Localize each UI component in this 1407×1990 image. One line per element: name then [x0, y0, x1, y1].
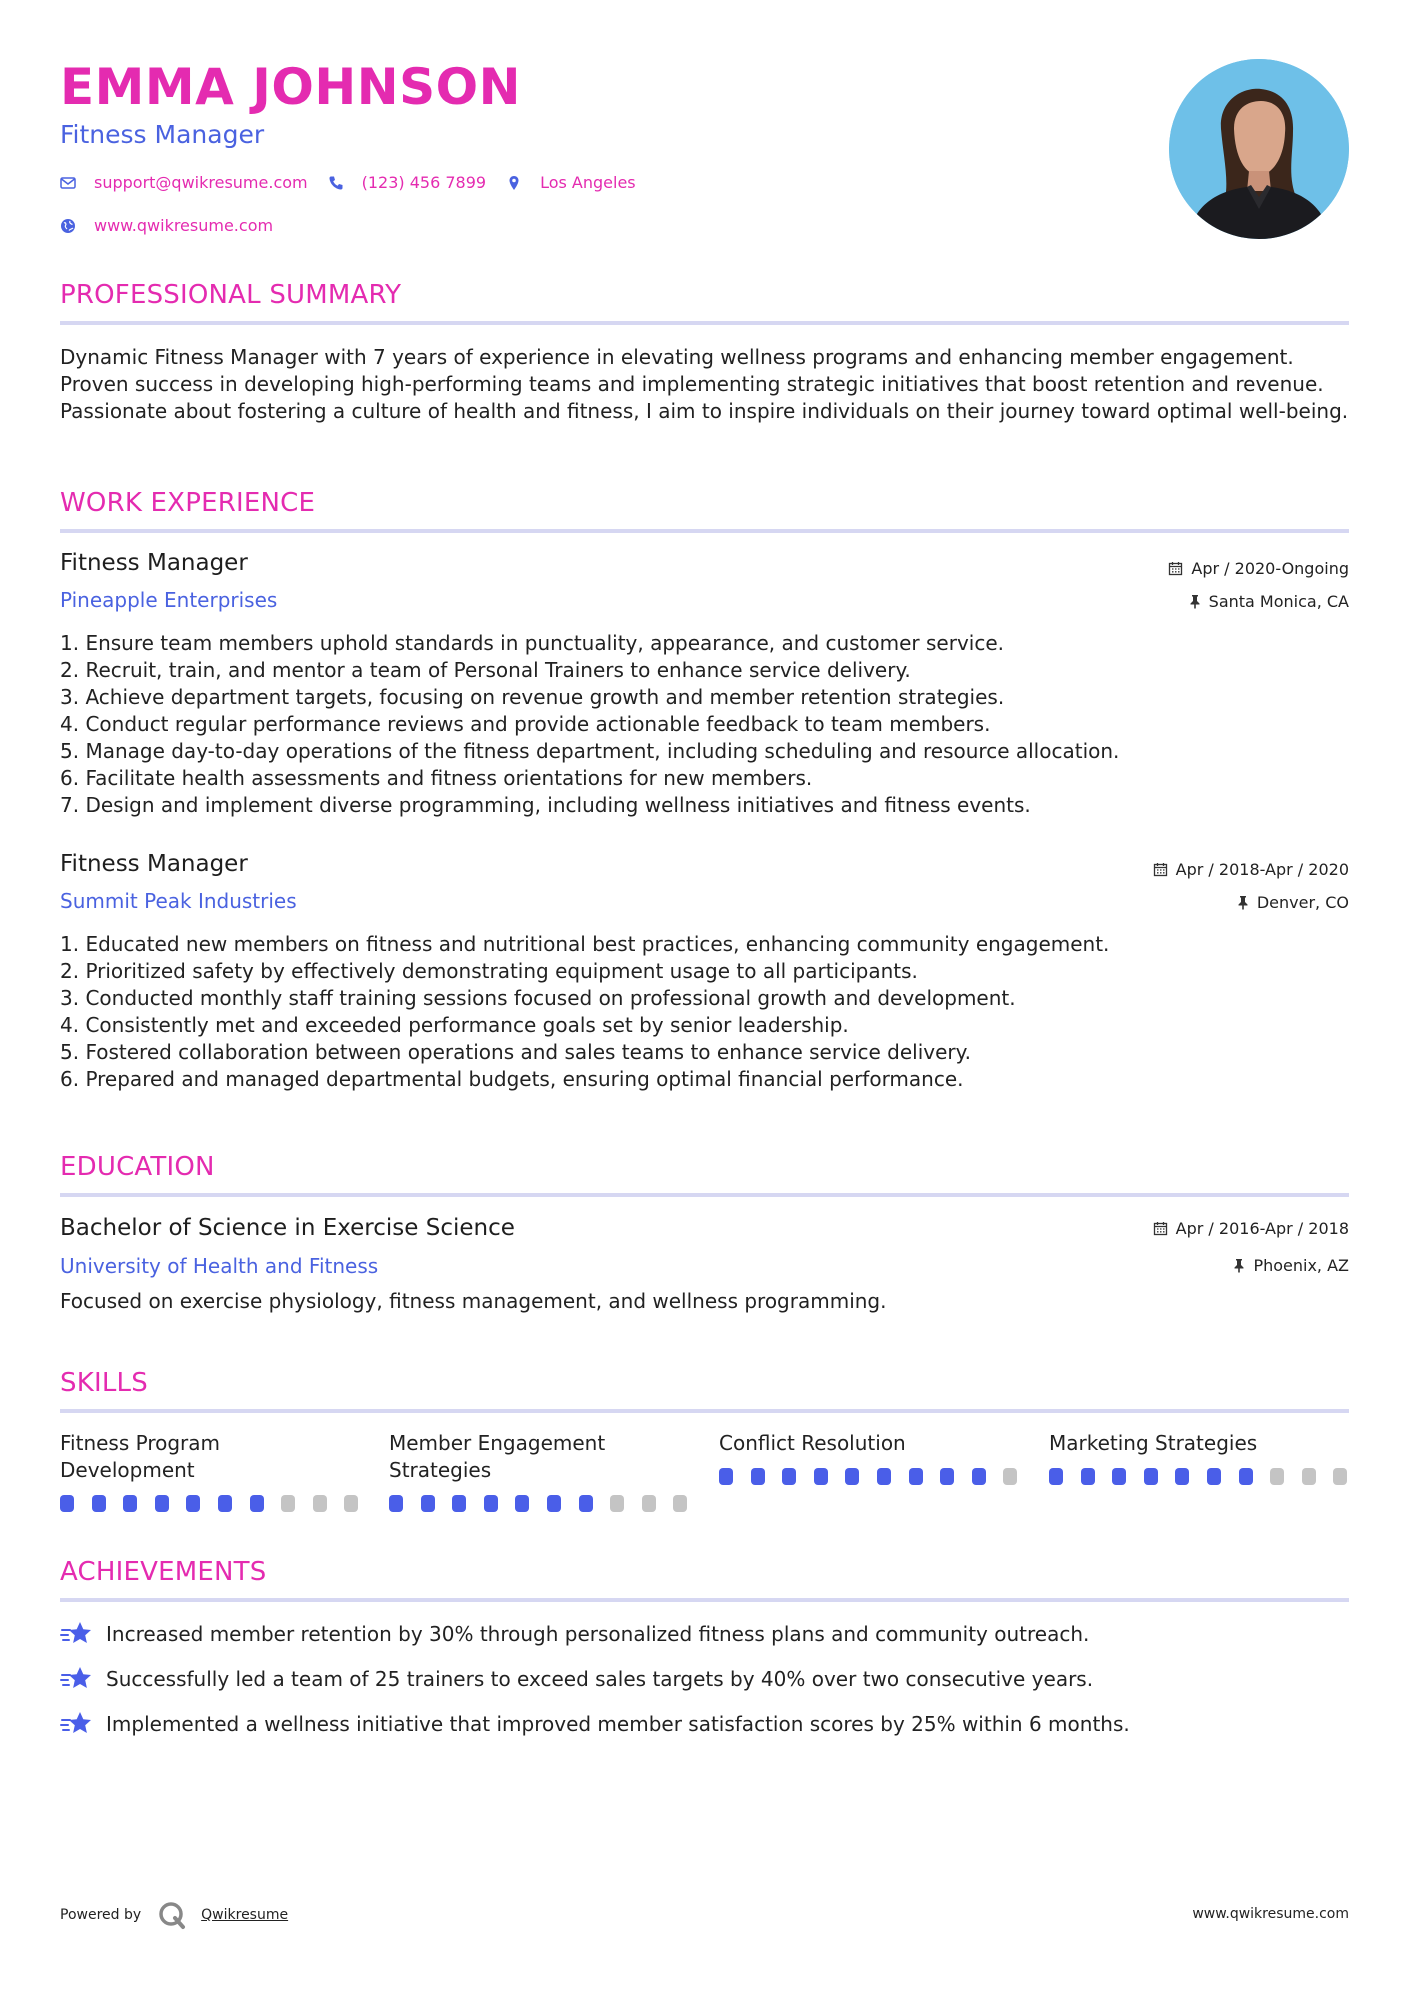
achievement-item [60, 1710, 1130, 1738]
calendar-icon [1153, 862, 1168, 877]
section-divider [60, 1193, 1349, 1197]
skill-dot-empty [344, 1495, 358, 1512]
powered-by-label: Powered by [60, 1907, 142, 1923]
education-location [1233, 1256, 1349, 1275]
skill-dot-empty [1302, 1468, 1316, 1485]
job-dates-text: Apr / 2018-Apr / 2020 [1175, 860, 1349, 879]
skill-dot-filled [579, 1495, 593, 1512]
company-name: Summit Peak Industries [60, 889, 297, 913]
skill-dot-filled [60, 1495, 74, 1512]
education-location-text: Phoenix, AZ [1253, 1256, 1349, 1275]
job-title: Fitness Manager [60, 851, 248, 877]
skill-dot-filled [1081, 1468, 1095, 1485]
skill-dot-filled [877, 1468, 891, 1485]
qwikresume-logo [157, 1900, 187, 1930]
skill-dot-filled [782, 1468, 796, 1485]
pushpin-icon [1233, 1258, 1245, 1273]
section-title-experience: WORK EXPERIENCE [60, 488, 316, 518]
job-location [1189, 592, 1349, 611]
company-name: Pineapple Enterprises [60, 588, 278, 612]
skill-dot-empty [673, 1495, 687, 1512]
skill-name: Conflict Resolution [719, 1431, 906, 1455]
job-location-text: Santa Monica, CA [1208, 592, 1349, 611]
list-item: 3. Conducted monthly staff training sessions focused on professional growth and development. [60, 986, 1016, 1010]
section-divider [60, 321, 1349, 325]
section-title-achievements: ACHIEVEMENTS [60, 1557, 267, 1587]
skill-dot-empty [610, 1495, 624, 1512]
education-dates [1153, 1219, 1349, 1238]
skill-dot-empty [313, 1495, 327, 1512]
skill-name: Member Engagement Strategies [389, 1431, 606, 1482]
list-item: 4. Conduct regular performance reviews and provide actionable feedback to team members. [60, 712, 991, 736]
job-dates [1153, 860, 1349, 879]
phone-icon [328, 175, 344, 191]
achievement-text: Successfully led a team of 25 trainers to exceed sales targets by 40% over two consecutive years. [106, 1667, 1094, 1691]
school-name: University of Health and Fitness [60, 1254, 379, 1278]
skill-rating [60, 1495, 376, 1512]
section-title-education: EDUCATION [60, 1152, 215, 1182]
skill-name: Fitness Program Development [60, 1431, 221, 1482]
skill-dot-filled [92, 1495, 106, 1512]
job-location-text: Denver, CO [1256, 893, 1349, 912]
skill-dot-filled [484, 1495, 498, 1512]
skill-dot-filled [1144, 1468, 1158, 1485]
candidate-name: EMMA JOHNSON [60, 58, 521, 116]
skill-dot-filled [940, 1468, 954, 1485]
skill-item [1049, 1430, 1349, 1457]
contact-row [60, 173, 656, 192]
skill-dot-filled [186, 1495, 200, 1512]
list-item: 4. Consistently met and exceeded performance goals set by senior leadership. [60, 1013, 849, 1037]
list-item: 5. Manage day-to-day operations of the fitness department, including scheduling and resource allocation. [60, 739, 1120, 763]
skill-name: Marketing Strategies [1049, 1431, 1258, 1455]
email-link[interactable]: support@qwikresume.com [94, 173, 308, 192]
envelope-icon [60, 175, 76, 191]
skill-dot-filled [1049, 1468, 1063, 1485]
skill-dot-empty [1333, 1468, 1347, 1485]
skill-dot-filled [845, 1468, 859, 1485]
skill-item [389, 1430, 689, 1484]
phone-number[interactable]: (123) 456 7899 [361, 173, 487, 192]
footer-website[interactable]: www.qwikresume.com [1192, 1906, 1349, 1922]
skill-dot-filled [814, 1468, 828, 1485]
job-dates [1168, 559, 1349, 578]
job-title: Fitness Manager [60, 550, 248, 576]
summary-text: Dynamic Fitness Manager with 7 years of experience in elevating wellness programs and enhancing member engagement. Proven success in developing high-performing teams and implementing strategic initiatives that boost retention and revenue. Passionate about fostering a culture of health and fitness, I aim to inspire individuals on their journey toward optimal well-being. [60, 345, 1349, 423]
skill-item [60, 1430, 360, 1484]
pushpin-icon [1237, 895, 1249, 910]
skill-dot-filled [1239, 1468, 1253, 1485]
profile-photo [1169, 59, 1349, 239]
skill-dot-filled [1207, 1468, 1221, 1485]
skill-dot-filled [909, 1468, 923, 1485]
job-dates-text: Apr / 2020-Ongoing [1191, 559, 1349, 578]
achievement-text: Implemented a wellness initiative that improved member satisfaction scores by 25% within 6 months. [106, 1712, 1130, 1736]
skill-dot-filled [421, 1495, 435, 1512]
skill-dot-empty [1003, 1468, 1017, 1485]
list-item: 2. Recruit, train, and mentor a team of Personal Trainers to enhance service delivery. [60, 658, 911, 682]
skill-rating [389, 1495, 705, 1512]
footer-powered-by [60, 1900, 288, 1930]
skill-dot-empty [281, 1495, 295, 1512]
skill-dot-filled [1175, 1468, 1189, 1485]
list-item: 3. Achieve department targets, focusing on revenue growth and member retention strategies. [60, 685, 1005, 709]
job-bullets [60, 931, 1109, 1093]
achievement-item [60, 1620, 1089, 1648]
list-item: 1. Educated new members on fitness and nutritional best practices, enhancing community engagement. [60, 932, 1110, 956]
skill-dot-filled [123, 1495, 137, 1512]
map-pin-icon [506, 175, 522, 191]
list-item: 6. Prepared and managed departmental budgets, ensuring optimal financial performance. [60, 1067, 964, 1091]
pushpin-icon [1189, 594, 1201, 609]
skill-dot-filled [155, 1495, 169, 1512]
skill-dot-filled [218, 1495, 232, 1512]
job-bullets [60, 630, 1119, 819]
section-title-skills: SKILLS [60, 1368, 148, 1398]
section-divider [60, 529, 1349, 533]
list-item: 2. Prioritized safety by effectively demonstrating equipment usage to all participants. [60, 959, 918, 983]
list-item: 5. Fostered collaboration between operations and sales teams to enhance service delivery. [60, 1040, 971, 1064]
job-location [1237, 893, 1349, 912]
skill-dot-filled [250, 1495, 264, 1512]
education-dates-text: Apr / 2016-Apr / 2018 [1175, 1219, 1349, 1238]
star-icon [60, 1665, 92, 1693]
website-row [60, 216, 293, 235]
skill-rating [1049, 1468, 1365, 1485]
achievement-item [60, 1665, 1093, 1693]
skill-dot-filled [547, 1495, 561, 1512]
skill-item [719, 1430, 1019, 1457]
achievement-text: Increased member retention by 30% through personalized fitness plans and community outreach. [106, 1622, 1090, 1646]
candidate-role: Fitness Manager [60, 120, 265, 149]
brand-link[interactable]: Qwikresume [201, 1907, 289, 1923]
education-description: Focused on exercise physiology, fitness management, and wellness programming. [60, 1289, 887, 1313]
location-text: Los Angeles [540, 173, 636, 192]
list-item: 6. Facilitate health assessments and fitness orientations for new members. [60, 766, 813, 790]
skill-dot-filled [972, 1468, 986, 1485]
list-item: 1. Ensure team members uphold standards in punctuality, appearance, and customer service. [60, 631, 1004, 655]
calendar-icon [1168, 561, 1183, 576]
section-title-summary: PROFESSIONAL SUMMARY [60, 280, 402, 310]
calendar-icon [1153, 1221, 1168, 1236]
section-divider [60, 1409, 1349, 1413]
globe-icon [60, 218, 76, 234]
skill-dot-filled [389, 1495, 403, 1512]
skill-rating [719, 1468, 1035, 1485]
star-icon [60, 1710, 92, 1738]
section-divider [60, 1598, 1349, 1602]
skill-dot-filled [1112, 1468, 1126, 1485]
list-item: 7. Design and implement diverse programming, including wellness initiatives and fitness events. [60, 793, 1031, 817]
skill-dot-filled [452, 1495, 466, 1512]
skill-dot-empty [1270, 1468, 1284, 1485]
skill-dot-empty [642, 1495, 656, 1512]
star-icon [60, 1620, 92, 1648]
degree-title: Bachelor of Science in Exercise Science [60, 1215, 515, 1241]
skill-dot-filled [719, 1468, 733, 1485]
skill-dot-filled [751, 1468, 765, 1485]
website-link[interactable]: www.qwikresume.com [94, 216, 274, 235]
skill-dot-filled [515, 1495, 529, 1512]
